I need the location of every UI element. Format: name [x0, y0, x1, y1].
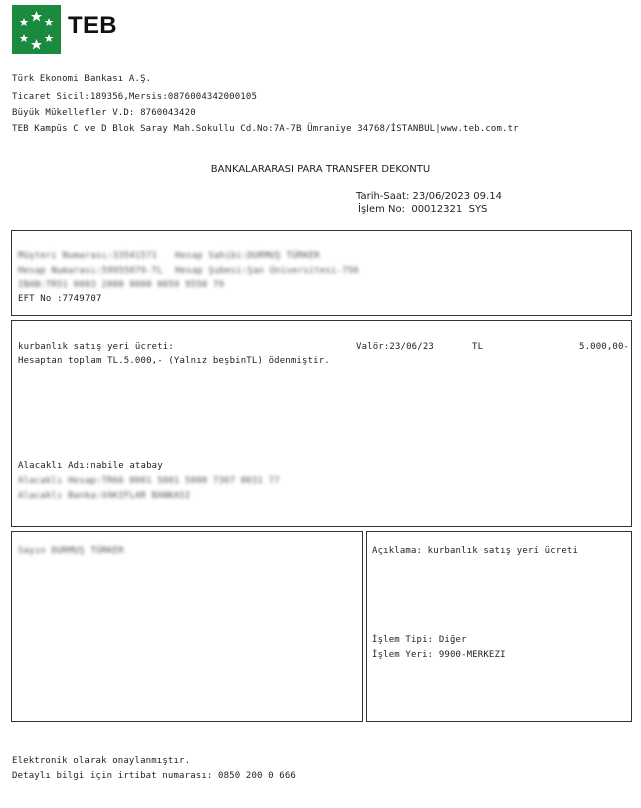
amount: 5.000,00- — [579, 342, 630, 352]
bank-registry: Ticaret Sicil:189356,Mersis:0876004342000105 — [12, 92, 258, 102]
teb-stars-icon — [12, 5, 61, 54]
receiver-bank: Alacaklı Banka:VAKIFLAR BANKASI — [18, 491, 191, 501]
transaction-description: Açıklama: kurbanlık satış yeri ücreti — [372, 546, 579, 556]
footer-approval: Elektronik olarak onaylanmıştır. — [12, 756, 191, 766]
transaction-number: İşlem No: 00012321 SYS — [358, 204, 488, 215]
iban: IBAN:TR51 0003 2000 0000 0059 9550 79 — [18, 280, 225, 290]
account-branch: Hesap Şubesi:Şan Üniversitesi-756 — [175, 266, 359, 276]
transfer-details-box — [11, 320, 632, 527]
value-date: Valör:23/06/23 — [356, 342, 434, 352]
bank-tax-office: Büyük Mükellefler V.D: 8760043420 — [12, 108, 196, 118]
account-number: Hesap Numarası:59955079-TL — [18, 266, 163, 276]
addressee-name: Sayın DURMUŞ TÜRKER — [18, 546, 124, 556]
footer-contact: Detaylı bilgi için irtibat numarası: 0850 200 0 666 — [12, 771, 296, 781]
customer-number: Müşteri Numarası:33541571 — [18, 251, 158, 261]
document-title: BANKALARARASI PARA TRANSFER DEKONTU — [210, 164, 431, 175]
bank-address: TEB Kampüs C ve D Blok Saray Mah.Sokullu Cd.No:7A-7B Ümraniye 34768/İSTANBUL|www.teb.com.tr — [12, 124, 519, 134]
teb-logo-mark — [12, 5, 61, 54]
bank-name: Türk Ekonomi Bankası A.Ş. — [12, 74, 152, 84]
account-holder: Hesap Sahibi:DURMUŞ TÜRKER — [175, 251, 320, 261]
paid-text: Hesaptan toplam TL.5.000,- (Yalnız beşbinTL) ödenmiştir. — [18, 356, 330, 366]
addressee-box — [11, 531, 363, 722]
transaction-info-box — [366, 531, 632, 722]
currency: TL — [472, 342, 484, 352]
eft-number: EFT No :7749707 — [18, 294, 102, 304]
sender-info-box — [11, 230, 632, 316]
receiver-name: Alacaklı Adı:nabile atabay — [18, 461, 163, 471]
transfer-description: kurbanlık satış yeri ücreti: — [18, 342, 174, 352]
date-time: Tarih-Saat: 23/06/2023 09.14 — [356, 191, 502, 202]
transaction-location: İşlem Yeri: 9900-MERKEZI — [372, 650, 506, 660]
transaction-type: İşlem Tipi: Diğer — [372, 635, 467, 645]
teb-logo-text: TEB — [68, 12, 117, 39]
receiver-account: Alacaklı Hesap:TR66 0001 5001 5800 7307 0031 77 — [18, 476, 280, 486]
